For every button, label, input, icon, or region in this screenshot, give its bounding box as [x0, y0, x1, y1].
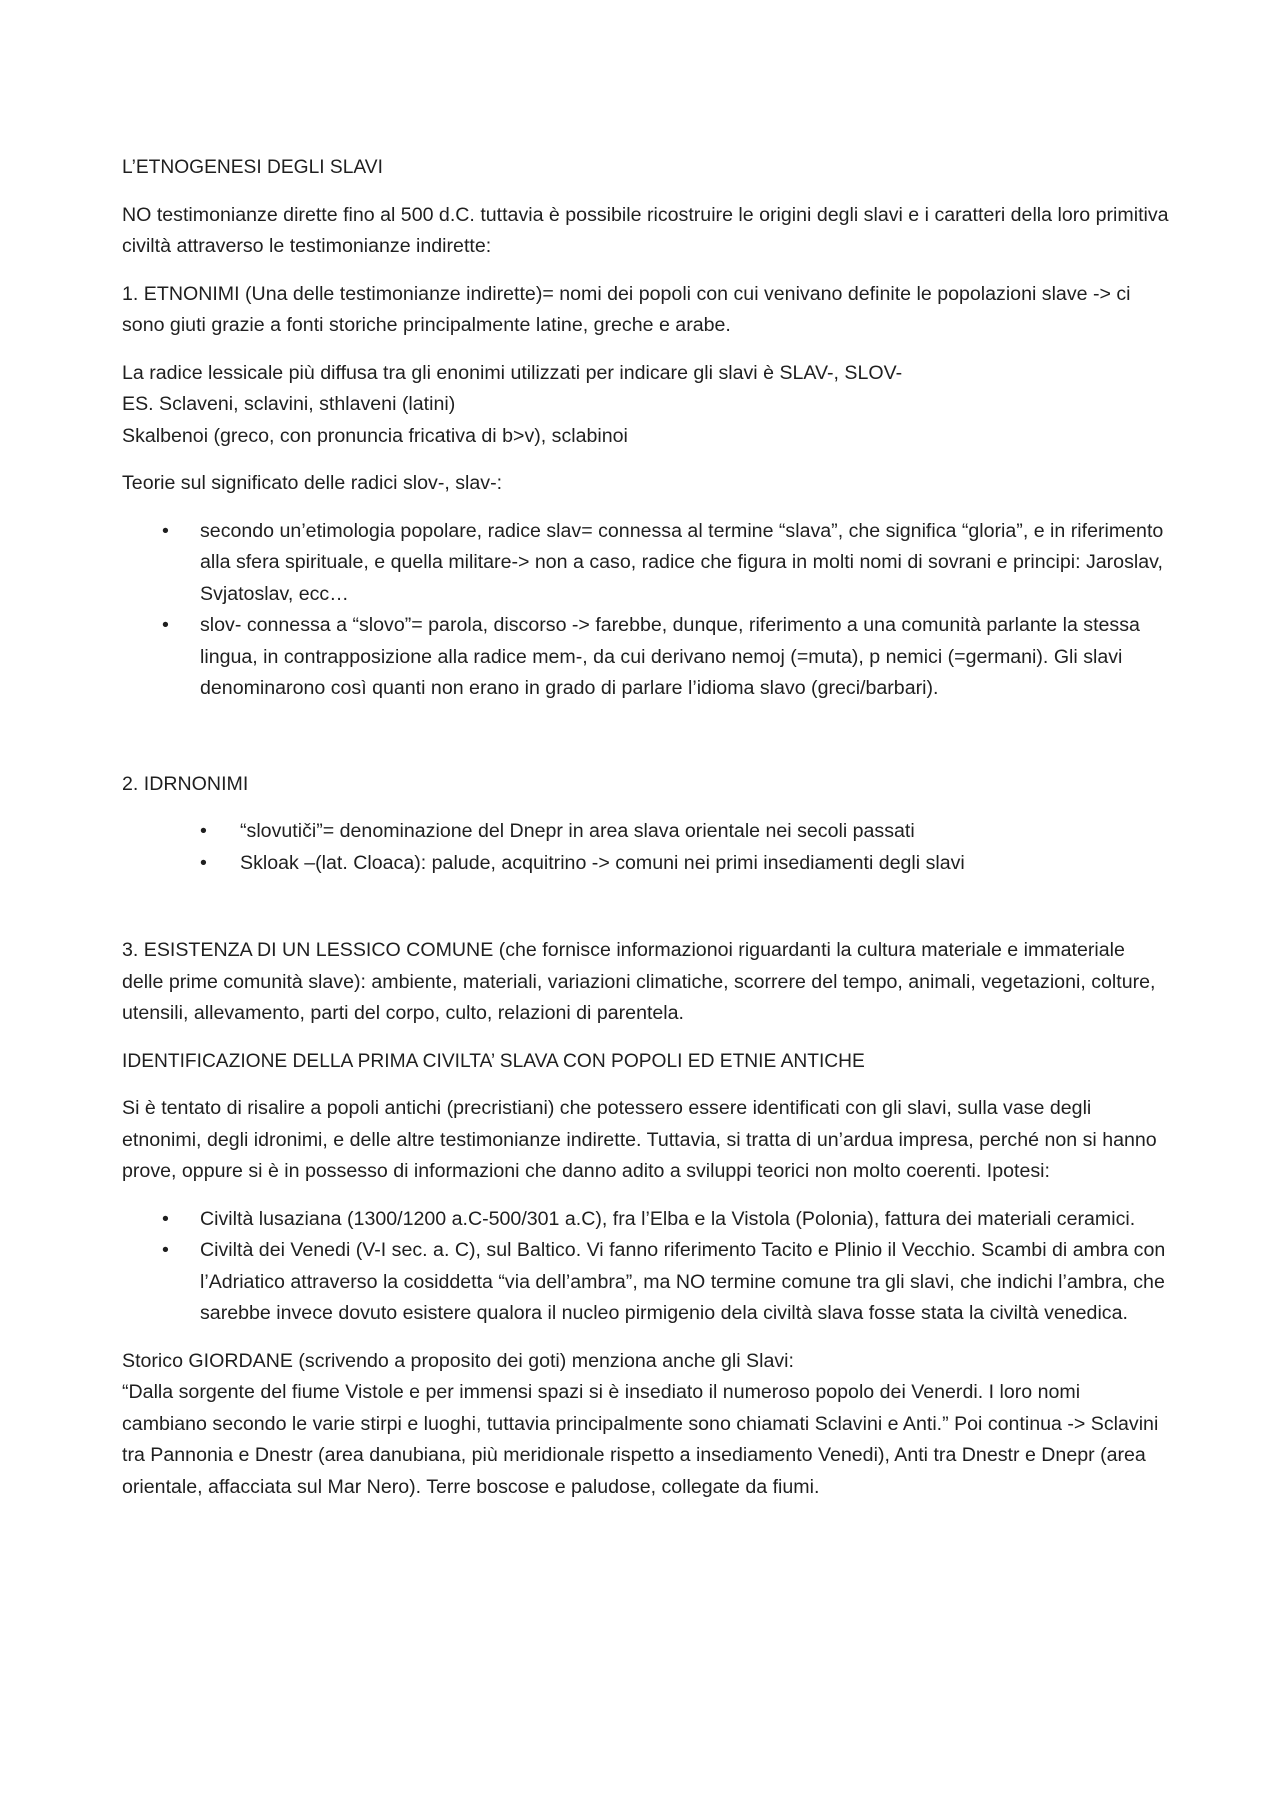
giordane-quote: “Dalla sorgente del fiume Vistole e per immensi spazi si è insediato il numeroso popolo dei Venerdi. I loro nomi cambiano secondo le varie stirpi e luoghi, tuttavia principalmente sono chiamati Sclavini e Anti.” Poi continua -> Sclavini tra Pannonia e Dnestr (area danubiana, più meridionale rispetto a insediamento Venedi), Anti tra Dnestr e Dnepr (area orientale, affacciata sul Mar Nero). Terre boscose e paludose, collegate da fiumi.: [122, 1381, 1159, 1498]
list-item-text: “slovutiči”= denominazione del Dnepr in area slava orientale nei secoli passati: [240, 820, 915, 842]
list-item: [122, 1204, 1170, 1236]
list-item-text: Skloak –(lat. Cloaca): palude, acquitrino -> comuni nei primi insediamenti degli slavi: [240, 851, 965, 874]
bullet-icon: •: [162, 1239, 169, 1261]
section4-paragraph: Si è tentato di risalire a popoli antichi (precristiani) che potessero essere identificati con gli slavi, sulla vase degli etnonimi, degli idronimi, e delle altre testimonianze indirette. Tuttavia, si tratta di un’ardua impresa, perché non si hanno prove, oppure si è in possesso di informazioni che danno adito a sviluppi teorici non molto coerenti. Ipotesi:: [122, 1097, 1157, 1182]
list-item: [122, 816, 1170, 848]
bullet-icon: •: [162, 519, 169, 542]
spacer: [122, 721, 1170, 769]
bullet-icon: •: [162, 1207, 169, 1230]
document-page: [122, 152, 1170, 1519]
list-item-text: Civiltà dei Venedi (V-I sec. a. C), sul Baltico. Vi fanno riferimento Tacito e Plinio il Vecchio. Scambi di ambra con l’Adriatico attraverso la cosiddetta “via dell’ambra”, ma NO termine comune tra gli slavi, che indichi l’ambra, che sarebbe invece dovuto esistere qualora il nucleo pirmigenio dela civiltà slava fosse stata la civiltà venedica.: [200, 1239, 1166, 1324]
list-item: [122, 516, 1170, 611]
list-item: [122, 848, 1170, 880]
bullet-icon: •: [162, 614, 169, 636]
hydronyms-list: [122, 816, 1170, 879]
section3-paragraph: 3. ESISTENZA DI UN LESSICO COMUNE (che fornisce informazionoi riguardanti la cultura materiale e immateriale delle prime comunità slave): ambiente, materiali, variazioni climatiche, scorrere del tempo, animali, vegetazioni, colture, utensili, allevamento, parti del corpo, culto, relazioni di parentela.: [122, 939, 1156, 1024]
section4-heading: IDENTIFICAZIONE DELLA PRIMA CIVILTA’ SLAVA CON POPOLI ED ETNIE ANTICHE: [122, 1050, 865, 1072]
theories-list: [122, 516, 1170, 705]
list-item-text: secondo un’etimologia popolare, radice slav= connessa al termine “slava”, che significa “gloria”, e in riferimento alla sfera spirituale, e quella militare-> non a caso, radice che figura in molti nomi di sovrani e principi: Jaroslav, Svjatoslav, ecc…: [200, 519, 1164, 605]
intro-paragraph: NO testimonianze dirette fino al 500 d.C. tuttavia è possibile ricostruire le origini degli slavi e i caratteri della loro primitiva civiltà attraverso le testimonianze indirette:: [122, 203, 1169, 257]
list-item-text: Civiltà lusaziana (1300/1200 a.C-500/301 a.C), fra l’Elba e la Vistola (Polonia), fattura dei materiali ceramici.: [200, 1207, 1136, 1230]
lexical-root-line: La radice lessicale più diffusa tra gli enonimi utilizzati per indicare gli slavi è SLAV-, SLOV-: [122, 361, 903, 384]
giordane-paragraph: [122, 1346, 1170, 1504]
section1-paragraph: 1. ETNONIMI (Una delle testimonianze indirette)= nomi dei popoli con cui venivano definite le popolazioni slave -> ci sono giuti grazie a fonti storiche principalmente latine, greche e arabe.: [122, 282, 1131, 336]
latin-examples-line: ES. Sclaveni, sclavini, sthlaveni (latini): [122, 393, 456, 415]
document-title: L’ETNOGENESI DEGLI SLAVI: [122, 157, 383, 178]
hypotheses-list: [122, 1204, 1170, 1330]
list-item: [122, 610, 1170, 705]
bullet-icon: •: [200, 820, 207, 842]
section2-heading: 2. IDRNONIMI: [122, 772, 249, 795]
greek-examples-line: Skalbenoi (greco, con pronuncia fricativa di b>v), sclabinoi: [122, 424, 628, 447]
theories-intro: Teorie sul significato delle radici slov-, slav-:: [122, 472, 503, 494]
spacer: [122, 895, 1170, 935]
list-item-text: slov- connessa a “slovo”= parola, discorso -> farebbe, dunque, riferimento a una comunità parlante la stessa lingua, in contrapposizione alla radice mem-, da cui derivano nemoj (=muta), p nemici (=germani). Gli slavi denominarono così quanti non erano in grado di parlare l’idioma slavo (greci/barbari).: [200, 614, 1140, 699]
lexical-root-paragraph: [122, 358, 1170, 453]
list-item: [122, 1235, 1170, 1330]
giordane-intro-line: Storico GIORDANE (scrivendo a proposito dei goti) menziona anche gli Slavi:: [122, 1349, 794, 1372]
bullet-icon: •: [200, 851, 207, 874]
